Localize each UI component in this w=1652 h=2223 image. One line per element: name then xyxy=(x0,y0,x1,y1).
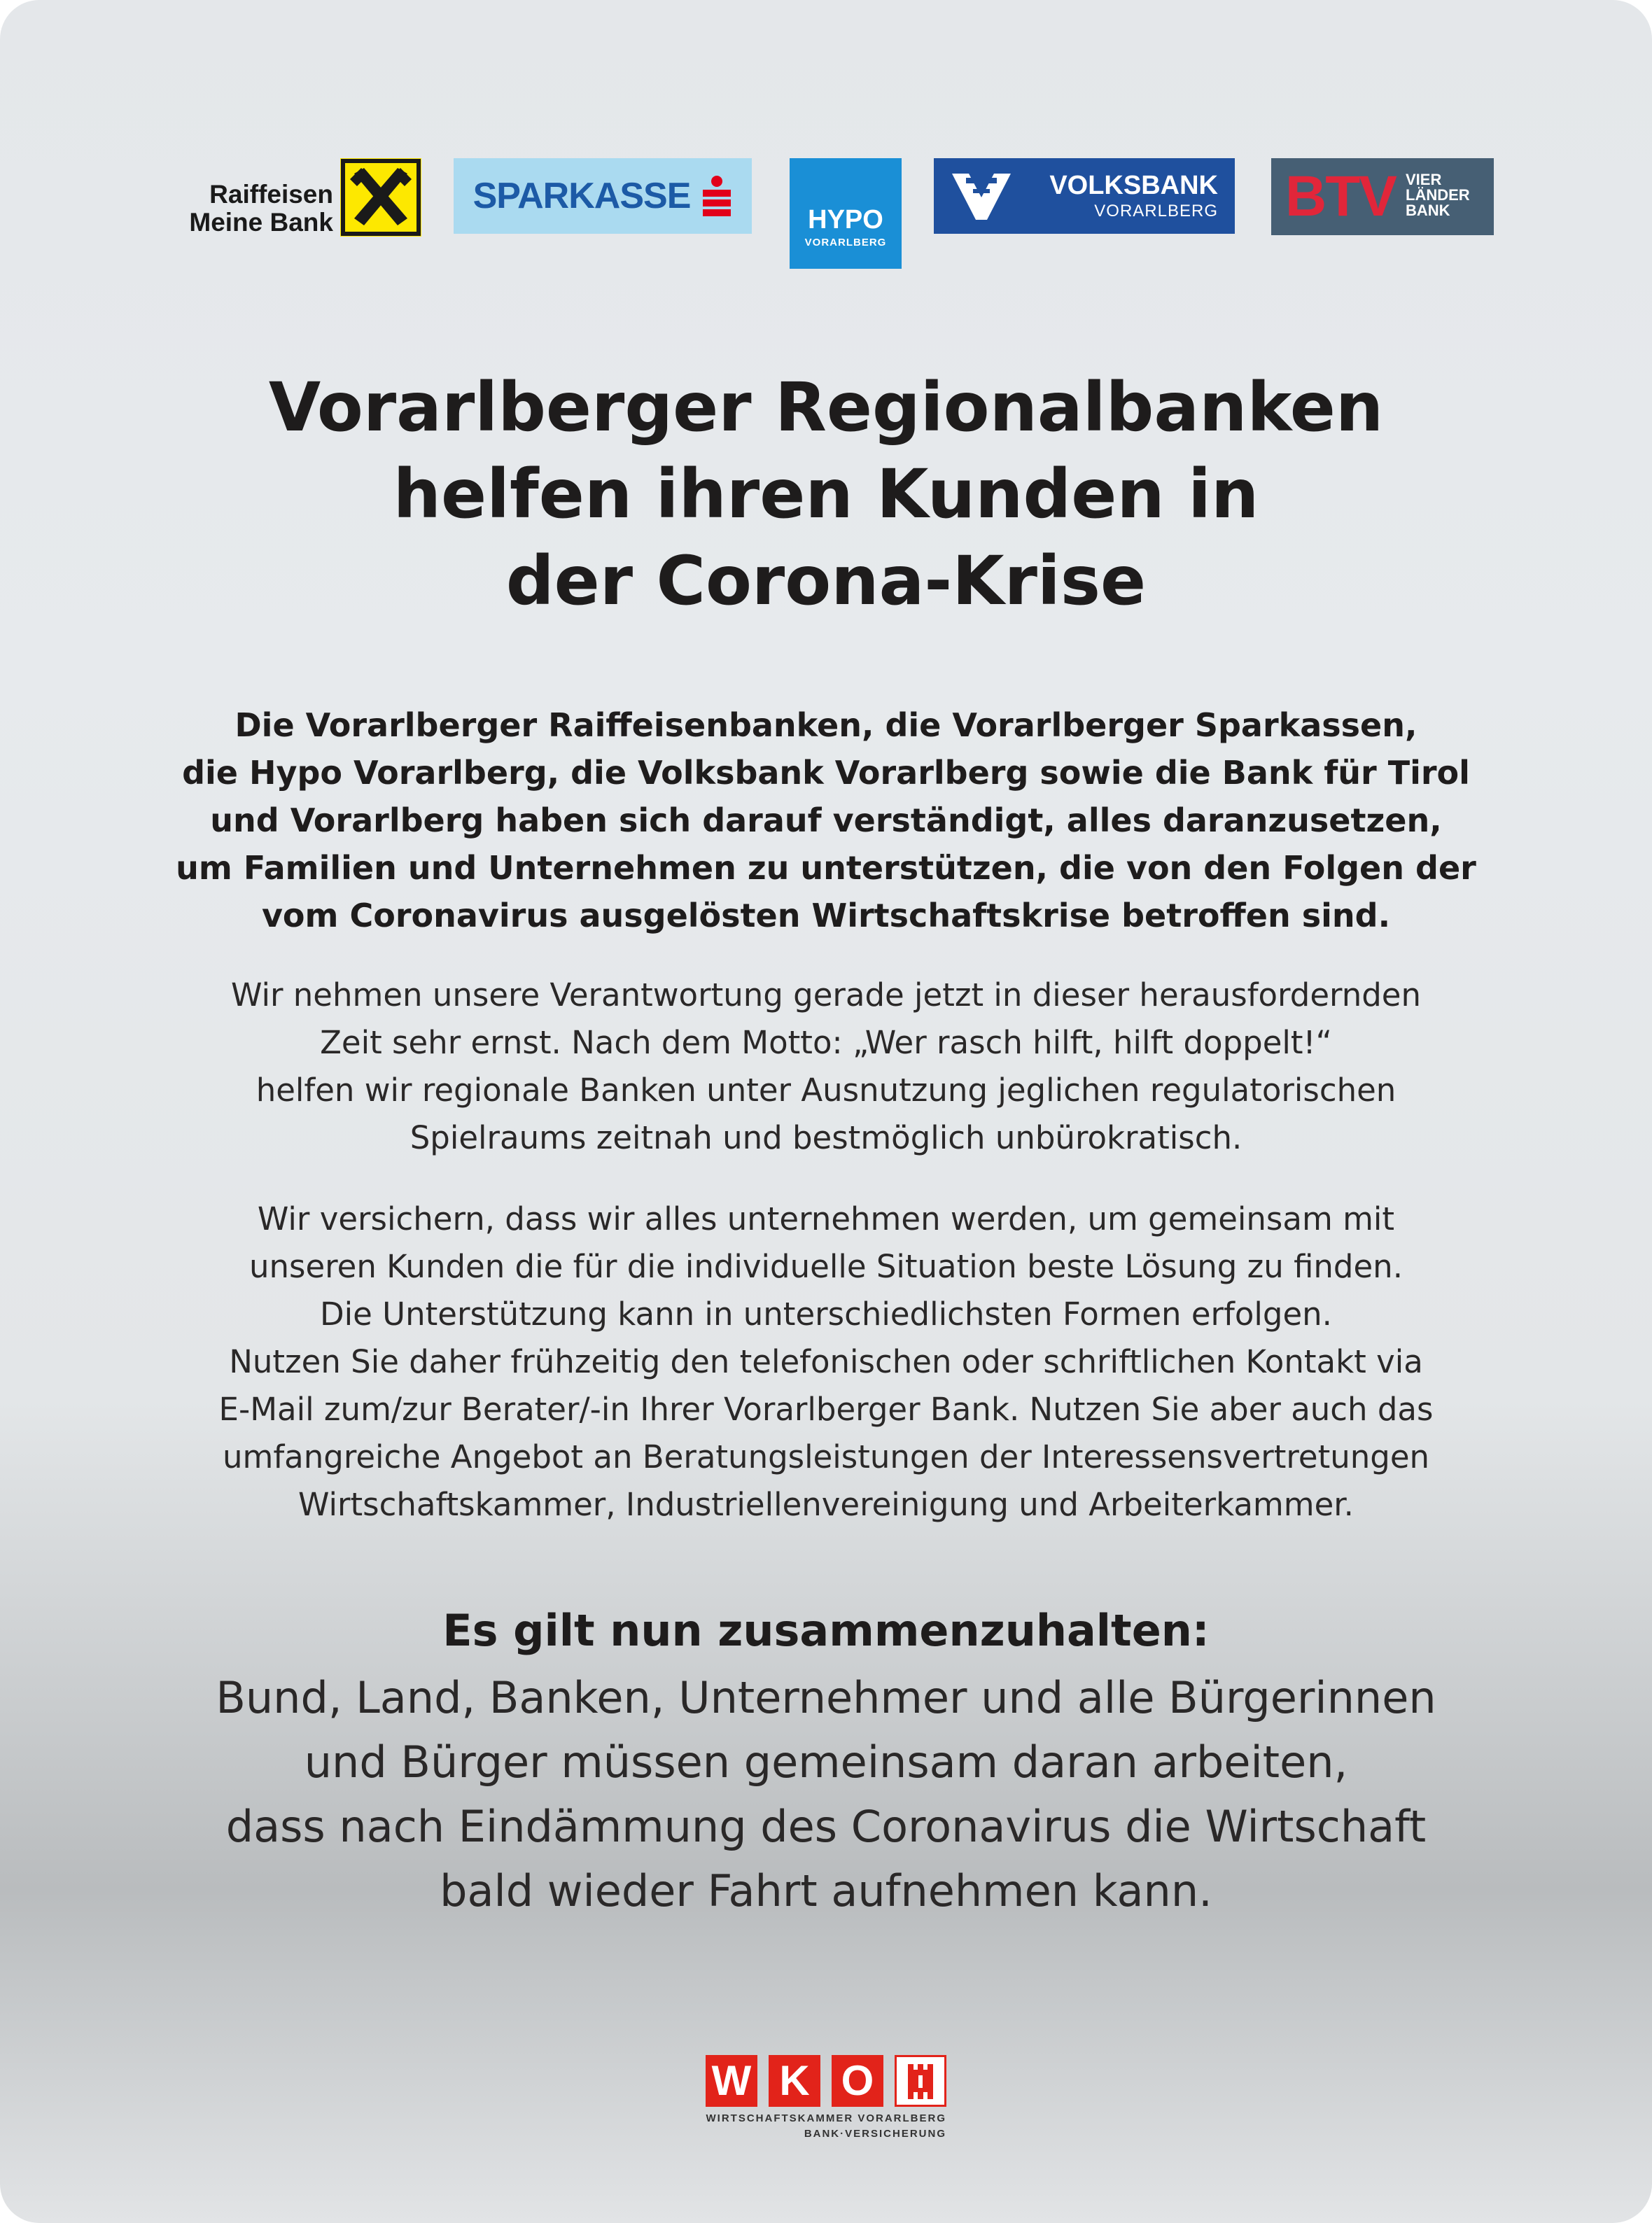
paragraph-line: umfangreiche Angebot an Beratungsleistungen der Interessensvertretungen xyxy=(222,1438,1430,1475)
volksbank-name: VOLKSBANK xyxy=(1049,171,1218,200)
closing-statement xyxy=(56,1666,1596,1923)
hypo-region: VORARLBERG xyxy=(804,237,887,248)
paragraph-line: E-Mail zum/zur Berater/-in Ihrer Vorarlberger Bank. Nutzen Sie aber auch das xyxy=(218,1391,1434,1428)
closing-line: und Bürger müssen gemeinsam daran arbeiten, xyxy=(304,1737,1348,1788)
closing-line: Bund, Land, Banken, Unternehmer und alle Bürgerinnen xyxy=(216,1672,1436,1723)
paragraph-line: Wir nehmen unsere Verantwortung gerade jetzt in dieser herausfordernden xyxy=(230,976,1422,1014)
intro-line: um Familien und Unternehmen zu unterstützen, die von den Folgen der xyxy=(176,849,1476,887)
raiffeisen-logo-icon xyxy=(340,158,421,237)
wko-division: BANK·VERSICHERUNG xyxy=(804,2128,946,2140)
sparkasse-name: SPARKASSE xyxy=(472,176,691,216)
hypo-name: HYPO xyxy=(808,205,883,234)
headline-line: der Corona-Krise xyxy=(505,542,1147,620)
vorarlberg-flag-icon xyxy=(895,2055,946,2107)
wko-logo xyxy=(706,2055,946,2146)
raiffeisen-logo-text xyxy=(158,181,333,237)
intro-paragraph xyxy=(56,701,1596,939)
wko-letter: O xyxy=(832,2055,883,2107)
paragraph-line: unseren Kunden die für die individuelle Situation beste Lösung zu finden. xyxy=(248,1248,1404,1285)
support-paragraph xyxy=(56,1195,1596,1529)
closing-line: bald wieder Fahrt aufnehmen kann. xyxy=(440,1865,1212,1916)
btv-logo xyxy=(1271,158,1494,235)
headline xyxy=(56,364,1596,624)
paragraph-line: Die Unterstützung kann in unterschiedlichsten Formen erfolgen. xyxy=(320,1296,1332,1333)
raiffeisen-slogan: Meine Bank xyxy=(189,208,333,237)
wko-letter: W xyxy=(706,2055,757,2107)
btv-tagline-line3: BANK xyxy=(1406,202,1450,219)
paragraph-line: Zeit sehr ernst. Nach dem Motto: „Wer rasch hilft, hilft doppelt!“ xyxy=(320,1024,1332,1061)
paragraph-line: Spielraums zeitnah und bestmöglich unbürokratisch. xyxy=(410,1119,1242,1156)
intro-line: und Vorarlberg haben sich darauf verständigt, alles daranzusetzen, xyxy=(210,801,1442,839)
paragraph-line: helfen wir regionale Banken unter Ausnutzung jeglichen regulatorischen xyxy=(255,1072,1396,1109)
intro-line: die Hypo Vorarlberg, die Volksbank Vorarlberg sowie die Bank für Tirol xyxy=(182,754,1470,792)
volksbank-logo xyxy=(934,158,1235,234)
btv-tagline-line2: LÄNDER xyxy=(1406,186,1470,204)
volksbank-region: VORARLBERG xyxy=(1094,202,1218,220)
intro-line: Die Vorarlberger Raiffeisenbanken, die Vorarlberger Sparkassen, xyxy=(234,706,1418,744)
btv-tagline xyxy=(1406,172,1490,218)
wko-name: WIRTSCHAFTSKAMMER VORARLBERG xyxy=(706,2112,946,2124)
closing-line: dass nach Eindämmung des Coronavirus die Wirtschaft xyxy=(225,1801,1427,1852)
paragraph-line: Wir versichern, dass wir alles unternehmen werden, um gemeinsam mit xyxy=(257,1200,1395,1237)
sparkasse-s-icon xyxy=(701,176,732,216)
paragraph-line: Wirtschaftskammer, Industriellenvereinigung und Arbeiterkammer. xyxy=(298,1486,1354,1523)
wko-letter: K xyxy=(769,2055,820,2107)
raiffeisen-name: Raiffeisen xyxy=(209,180,333,209)
paragraph-line: Nutzen Sie daher frühzeitig den telefonischen oder schriftlichen Kontakt via xyxy=(229,1343,1423,1380)
closing-heading: Es gilt nun zusammenzuhalten: xyxy=(442,1605,1210,1656)
btv-name: BTV xyxy=(1285,164,1396,228)
intro-line: vom Coronavirus ausgelösten Wirtschaftskrise betroffen sind. xyxy=(261,897,1391,934)
sparkasse-logo xyxy=(454,158,752,234)
headline-line: Vorarlberger Regionalbanken xyxy=(268,368,1384,447)
headline-line: helfen ihren Kunden in xyxy=(393,455,1259,533)
responsibility-paragraph xyxy=(56,972,1596,1162)
hypo-logo xyxy=(790,158,902,269)
btv-tagline-line1: VIER xyxy=(1406,171,1442,188)
